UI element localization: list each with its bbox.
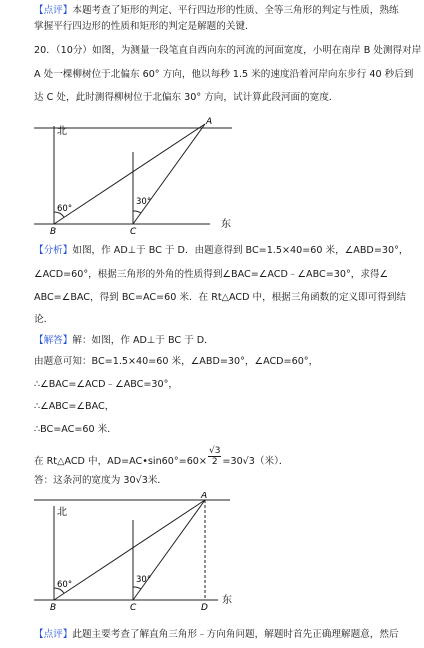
segment-ca	[133, 500, 205, 600]
answer-line6: 在 Rt△ACD 中，AD=AC•sin60°=60× $\frac{√3}{2}$ =30√3（米）．	[34, 446, 289, 467]
east-label: 东	[221, 219, 231, 230]
analysis-line3: ABC=∠BAC，得到 BC=AC=60 米．在 Rt△ACD 中，根据三角函数的定义即可得到结	[34, 292, 407, 303]
angle-arc-c	[133, 587, 141, 589]
point-b-label: B	[50, 227, 57, 237]
answer-line5: ∴BC=AC=60 米．	[34, 424, 117, 435]
answer-line2: 由题意可知：BC=1.5×40=60 米，∠ABD=30°，∠ACD=60°，	[34, 356, 319, 367]
top-comment-line1: 【点评】本题考查了矩形的判定、平行四边形的性质、全等三角形的判定与性质，熟练	[34, 5, 399, 16]
angle-c-label: 30°	[136, 197, 152, 207]
segment-ca	[133, 124, 205, 224]
fraction-denominator: 2	[211, 457, 218, 467]
figure-1	[0, 110, 424, 242]
fraction-numerator: √3	[208, 446, 221, 456]
answer-line3: ∴∠BAC=∠ACD﹣∠ABC=30°，	[34, 379, 179, 390]
point-a-label: A	[201, 492, 208, 501]
top-comment-tag: 【点评】	[34, 5, 73, 16]
top-comment-line2: 掌握平行四边形的性质和矩形的判定是解题的关键．	[34, 21, 255, 32]
angle-c-label: 30°	[136, 575, 152, 585]
north-label: 北	[57, 507, 67, 518]
answer-line7: 答：这条河的宽度为 30√3米．	[34, 475, 168, 486]
point-d-label: D	[201, 603, 208, 613]
figure-2	[0, 492, 424, 622]
answer-line4: ∴∠ABC=∠BAC，	[34, 401, 115, 412]
point-c-label: C	[130, 227, 137, 237]
point-a-label: A	[206, 117, 213, 127]
analysis-line2: ∠ACD=60°，根据三角形的外角的性质得到∠BAC=∠ACD﹣∠ABC=30°，求得∠	[34, 269, 389, 280]
angle-arc-c	[133, 211, 141, 213]
bottom-comment-tag: 【点评】	[34, 629, 73, 640]
point-c-label: C	[130, 603, 137, 613]
analysis-tag: 【分析】	[34, 245, 73, 256]
angle-b-label: 60°	[57, 204, 73, 214]
answer-line1: 【解答】解：如图，作 AD⊥于 BC 于 D．	[34, 335, 214, 346]
problem-line2: A 处一棵柳树位于北偏东 60° 方向，他以每秒 1.5 米的速度沿着河岸向东步行 40 秒后到	[34, 69, 414, 80]
north-label: 北	[57, 126, 67, 137]
angle-b-label: 60°	[57, 580, 73, 590]
fraction	[208, 446, 221, 467]
answer-tag: 【解答】	[34, 335, 73, 346]
analysis-line1: 【分析】如图，作 AD⊥于 BC 于 D．由题意得到 BC=1.5×40=60 米，∠ABD=30°，	[34, 245, 409, 256]
point-b-label: B	[50, 603, 57, 613]
problem-line1: 20．（10分）如图，为测量一段笔直自西向东的河流的河面宽度，小明在南岸 B 处测得对岸	[34, 45, 422, 56]
bottom-comment-line1: 【点评】此题主要考查了解直角三角形﹣方向角问题，解题时首先正确理解题意，然后	[34, 629, 399, 640]
east-label: 东	[222, 595, 232, 606]
problem-number: 20．	[34, 45, 56, 56]
segment-ab	[54, 124, 205, 224]
problem-line3: 达 C 处，此时测得柳树位于北偏东 30° 方向，试计算此段河面的宽度．	[34, 92, 339, 103]
problem-score: （10分）	[55, 45, 93, 56]
analysis-line4: 论．	[34, 314, 54, 325]
segment-ab	[54, 500, 205, 600]
